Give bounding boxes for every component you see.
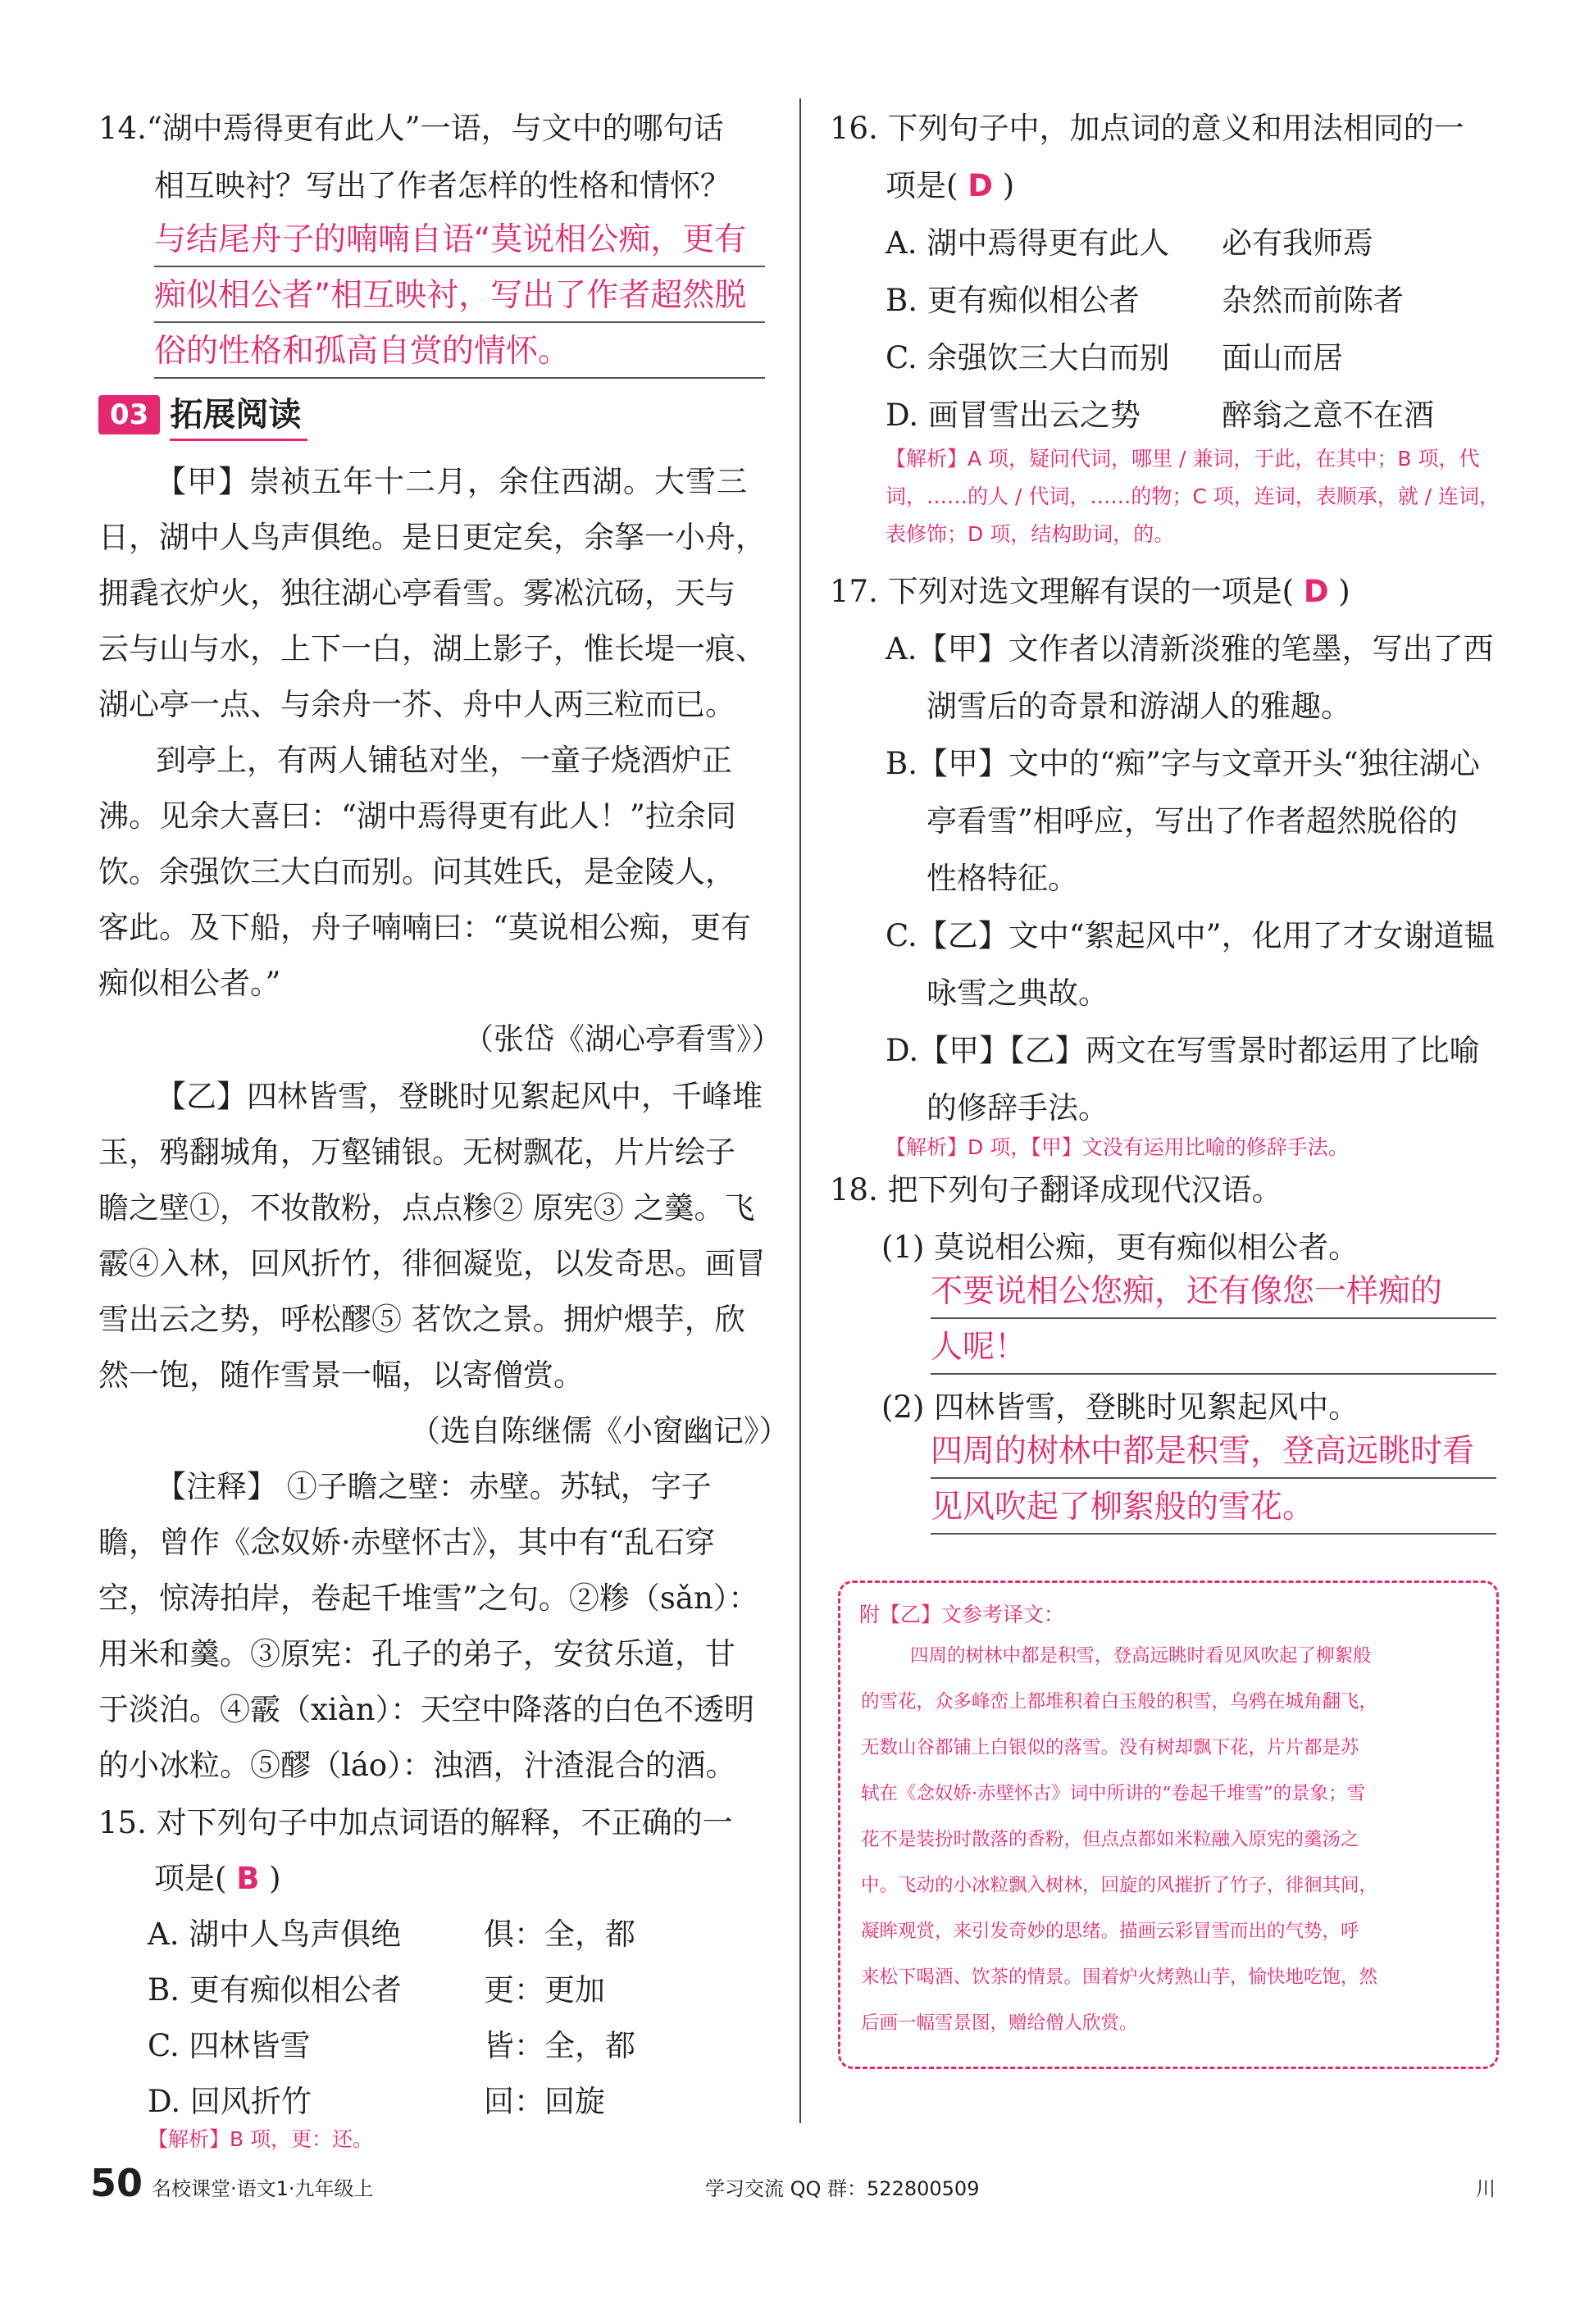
q16-line1: 16. 下列句子中，加点词的意义和用法相同的一	[830, 111, 1464, 146]
jia-line: 拥毳衣炉火，独往湖心亭看雪。雾凇沆砀，天与	[98, 575, 735, 611]
translation-line: 花不是装扮时散落的香粉，但点点都如米粒融入原宪的羹汤之	[861, 1829, 1359, 1850]
q15-option-c-expl: 皆：全，都	[484, 2028, 635, 2063]
q16-option-a: A. 湖中焉得更有此人	[886, 225, 1170, 261]
translation-line: 后画一幅雪景图，赠给僧人欣赏。	[861, 2012, 1138, 2034]
yi-line: 【乙】四林皆雪，登眺时见絮起风中，千峰堆	[156, 1079, 763, 1114]
q15-line1: 15. 对下列句子中加点词语的解释，不正确的一	[98, 1805, 733, 1840]
q15-line2: 项是( B )	[154, 1861, 281, 1896]
q15-option-d: D. 回风折竹	[148, 2084, 312, 2119]
q15-option-d-expl: 回：回旋	[484, 2084, 605, 2119]
q16-option-d-compare: 醉翁之意不在酒	[1222, 398, 1434, 433]
q14-answer-line1: 与结尾舟子的喃喃自语“莫说相公痴，更有	[154, 215, 765, 267]
q17-option-b: B.【甲】文中的“痴”字与文章开头“独往湖心	[886, 746, 1480, 781]
translation-line: 的雪花，众多峰峦上都堆积着白玉般的积雪，乌鸦在城角翻飞，	[861, 1691, 1378, 1712]
translation-line: 来松下喝酒、饮茶的情景。围着炉火烤熟山芋，愉快地吃饱，然	[861, 1967, 1378, 1988]
jia-line: 到亭上，有两人铺毡对坐，一童子烧酒炉正	[156, 743, 732, 778]
q16-option-b: B. 更有痴似相公者	[886, 283, 1140, 318]
notes-line: 【注释】 ①子瞻之壁：赤壁。苏轼，字子	[156, 1469, 712, 1504]
q16-analysis: 表修饰；D 项，结构助词，的。	[886, 522, 1175, 546]
q15-analysis: 【解析】B 项，更：还。	[148, 2127, 374, 2151]
q17-option-a: 湖雪后的奇景和游湖人的雅趣。	[927, 689, 1351, 724]
section-number: 03	[98, 395, 160, 434]
notes-line: 于淡泊。④霰（xiàn）：天空中降落的白色不透明	[98, 1692, 755, 1727]
notes-line: 用米和羹。③原宪：孔子的弟子，安贫乐道，甘	[98, 1636, 735, 1671]
footer-code: 川	[1476, 2177, 1496, 2200]
q16-option-d: D. 画冒雪出云之势	[886, 398, 1141, 433]
jia-line: 痴似相公者。”	[98, 966, 281, 1001]
q18-sentence2: (2) 四林皆雪，登眺时见絮起风中。	[881, 1389, 1359, 1425]
q15-option-a-expl: 俱：全，都	[484, 1917, 635, 1952]
q14-answer-line2: 痴似相公者”相互映衬，写出了作者超然脱	[154, 271, 765, 323]
q15-option-c: C. 四林皆雪	[148, 2028, 311, 2063]
jia-line: 湖心亭一点、与余舟一芥、舟中人两三粒而已。	[98, 687, 735, 722]
translation-title: 附【乙】文参考译文：	[859, 1603, 1065, 1626]
q16-analysis: 【解析】A 项，疑问代词，哪里 / 兼词，于此，在其中；B 项，代	[886, 447, 1480, 471]
jia-line: 客此。及下船，舟子喃喃曰：“莫说相公痴，更有	[98, 910, 751, 945]
jia-line: 【甲】崇祯五年十二月，余住西湖。大雪三	[156, 464, 748, 499]
q16-option-b-compare: 杂然而前陈者	[1222, 283, 1404, 318]
translation-line: 中。飞动的小冰粒飘入树林，回旋的风摧折了竹子，徘徊其间，	[861, 1875, 1378, 1896]
q18-answer2-line1: 四周的树林中都是积雪，登高远眺时看	[931, 1426, 1496, 1479]
q14-line1: 14.“湖中焉得更有此人”一语，与文中的哪句话	[98, 111, 724, 146]
yi-line: 霰④入林，回风折竹，徘徊凝览，以发奇思。画冒	[98, 1246, 766, 1281]
jia-source: （张岱《湖心亭看雪》）	[463, 1021, 782, 1057]
q16-answer: D	[968, 168, 993, 203]
notes-line: 的小冰粒。⑤醪（láo）：浊酒，汁渣混合的酒。	[98, 1748, 736, 1783]
q17-answer: D	[1303, 574, 1329, 609]
section-header	[98, 389, 307, 440]
notes-line: 瞻，曾作《念奴娇·赤壁怀古》，其中有“乱石穿	[98, 1525, 716, 1560]
q14-line2: 相互映衬？写出了作者怎样的性格和情怀？	[154, 168, 731, 203]
q15-answer: B	[236, 1861, 260, 1896]
notes-line: 空，惊涛拍岸，卷起千堆雪”之句。②糁（sǎn）：	[98, 1580, 759, 1616]
yi-line: 玉，鸦翻城角，万壑铺银。无树飘花，片片绘子	[98, 1135, 735, 1170]
yi-source: （选自陈继儒《小窗幽记》）	[410, 1413, 790, 1449]
jia-line: 沸。见余大喜曰：“湖中焉得更有此人！”拉余同	[98, 798, 736, 834]
q18-answer2-line2: 见风吹起了柳絮般的雪花。	[931, 1482, 1496, 1535]
q17-option-b: 亭看雪”相呼应，写出了作者超然脱俗的	[927, 803, 1458, 839]
footer-book-title: 名校课堂·语文1·九年级上	[152, 2177, 374, 2200]
translation-line: 四周的树林中都是积雪，登高远眺时看见风吹起了柳絮般	[910, 1645, 1372, 1667]
q16-option-c-compare: 面山而居	[1222, 340, 1343, 375]
q15-option-b: B. 更有痴似相公者	[148, 1972, 402, 2008]
q17-analysis: 【解析】D 项，【甲】文没有运用比喻的修辞手法。	[886, 1135, 1349, 1159]
translation-line: 凝眸观赏，来引发奇妙的思绪。描画云彩冒雪而出的气势，呼	[861, 1921, 1359, 1942]
q17-option-d: 的修辞手法。	[927, 1090, 1109, 1126]
q16-option-a-compare: 必有我师焉	[1222, 225, 1373, 261]
q17-option-c: C.【乙】文中“絮起风中”，化用了才女谢道韫	[886, 918, 1495, 953]
q16-option-c: C. 余强饮三大白而别	[886, 340, 1170, 375]
q17-line1: 17. 下列对选文理解有误的一项是( D )	[830, 574, 1350, 609]
translation-line: 无数山谷都铺上白银似的落雪。没有树却飘下花，片片都是苏	[861, 1737, 1359, 1758]
q17-option-d: D.【甲】【乙】两文在写雪景时都运用了比喻	[886, 1033, 1480, 1068]
q17-option-a: A.【甲】文作者以清新淡雅的笔墨，写出了西	[886, 631, 1494, 666]
column-divider	[799, 98, 801, 2123]
q17-option-b: 性格特征。	[927, 861, 1078, 896]
q16-line2: 项是( D )	[886, 168, 1015, 203]
jia-line: 云与山与水，上下一白，湖上影子，惟长堤一痕、	[98, 631, 766, 666]
q16-analysis: 词，……的人 / 代词，……的物；C 项，连词，表顺承，就 / 连词，	[886, 484, 1500, 508]
q15-option-a: A. 湖中人鸟声俱绝	[148, 1917, 402, 1952]
jia-line: 饮。余强饮三大白而别。问其姓氏，是金陵人，	[98, 854, 735, 889]
q15-option-b-expl: 更：更加	[484, 1972, 605, 2008]
page-number: 50	[90, 2161, 143, 2205]
yi-line: 雪出云之势，呼松醪⑤ 茗饮之景。拥炉煨芋，欣	[98, 1302, 745, 1337]
q18-title: 18. 把下列句子翻译成现代汉语。	[830, 1172, 1282, 1207]
q18-answer1-line2: 人呢！	[931, 1322, 1496, 1375]
jia-line: 日，湖中人鸟声俱绝。是日更定矣，余拏一小舟，	[98, 520, 766, 555]
q14-answer-line3: 俗的性格和孤高自赏的情怀。	[154, 326, 765, 379]
yi-line: 然一饱，随作雪景一幅，以寄僧赏。	[98, 1358, 584, 1393]
translation-line: 轼在《念奴娇·赤壁怀古》词中所讲的“卷起千堆雪”的景象；雪	[861, 1783, 1366, 1804]
q18-answer1-line1: 不要说相公您痴，还有像您一样痴的	[931, 1267, 1496, 1319]
footer-qq: 学习交流 QQ 群：522800509	[705, 2177, 980, 2200]
q17-option-c: 咏雪之典故。	[927, 976, 1109, 1011]
section-title: 拓展阅读	[170, 389, 307, 441]
yi-line: 瞻之壁①，不妆散粉，点点糁② 原宪③ 之羹。飞	[98, 1190, 755, 1226]
q18-sentence1: (1) 莫说相公痴，更有痴似相公者。	[881, 1230, 1359, 1265]
